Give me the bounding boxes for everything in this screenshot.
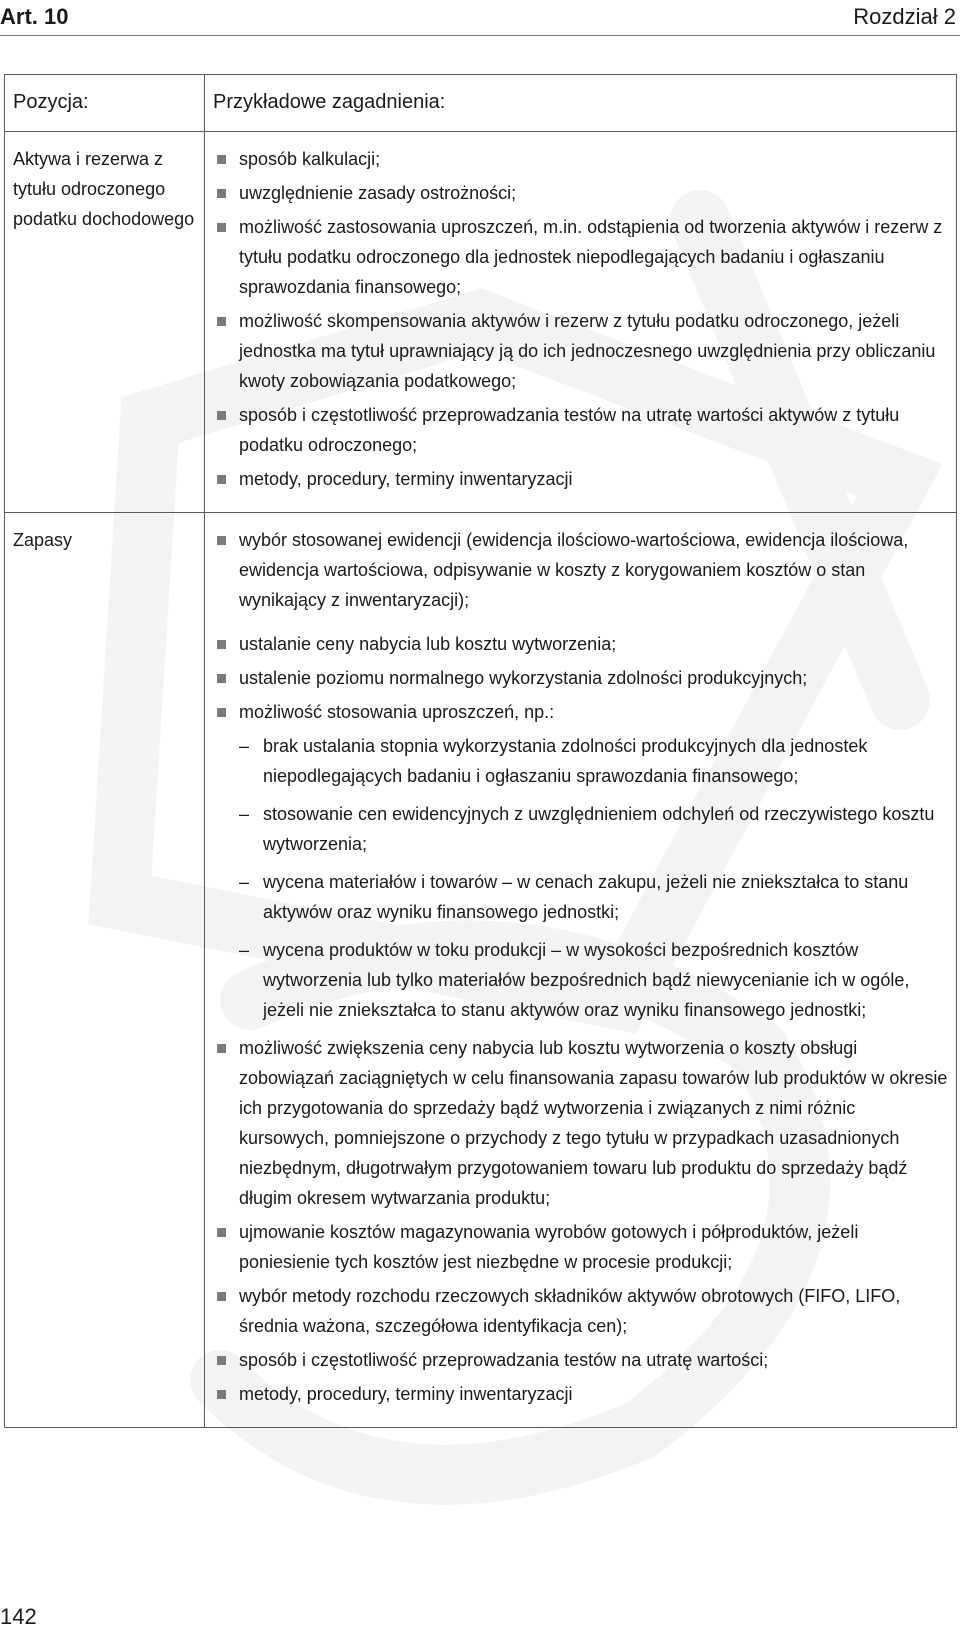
square-bullet-icon <box>217 475 226 484</box>
policy-table-wrap <box>4 74 957 1428</box>
list-item-text: ustalenie poziomu normalnego wykorzystania zdolności produkcyjnych; <box>239 668 808 688</box>
square-bullet-icon <box>217 708 226 717</box>
page-header <box>0 0 960 36</box>
bullet-list <box>213 525 948 1409</box>
list-item-text: możliwość zwiększenia ceny nabycia lub kosztu wytworzenia o koszty obsługi zobowiązań zaciągniętych w celu finansowania zapasu towarów lub produktów w okresie ich przygotowania do sprzedaży bądź wytworzenia i związanych z nimi różnic kursowych, pomniejszone o przychody z tego tytułu w przypadkach uzasadnionych niezbędnym, długotrwałym przygotowaniem towaru lub produktu do sprzedaży bądź długim okresem wytwarzania produktu; <box>239 1038 948 1208</box>
column-header-position: Pozycja: <box>5 75 205 132</box>
sub-list-item <box>239 935 948 1025</box>
list-item <box>213 1281 948 1341</box>
list-item-text: sposób kalkulacji; <box>239 149 381 169</box>
list-item <box>213 1379 948 1409</box>
column-header-issues: Przykładowe zagadnienia: <box>205 75 957 132</box>
dash-list <box>239 731 948 1025</box>
table-row <box>5 513 957 1428</box>
list-item-text: możliwość stosowania uproszczeń, np.: <box>239 702 555 722</box>
list-item-text: możliwość zastosowania uproszczeń, m.in. odstąpienia od tworzenia aktywów i rezerw z tytułu podatku odroczonego dla jednostek niepodlegających badaniu i ogłaszaniu sprawozdania finansowego; <box>239 217 943 297</box>
sub-list-item-text: stosowanie cen ewidencyjnych z uwzględnieniem odchyleń od rzeczywistego kosztu wytworzenia; <box>263 804 935 854</box>
square-bullet-icon <box>217 223 226 232</box>
dash-marker: – <box>239 736 250 756</box>
table-row <box>5 132 957 513</box>
square-bullet-icon <box>217 674 226 683</box>
sub-list-item-text: wycena produktów w toku produkcji – w wysokości bezpośrednich kosztów wytworzenia lub tylko materiałów bezpośrednich bądź niewycenianie ich w ogóle, jeżeli nie zniekształca to stanu aktywów oraz wyniku finansowego jednostki; <box>263 940 910 1020</box>
chapter-label: Rozdział 2 <box>853 4 956 29</box>
square-bullet-icon <box>217 1390 226 1399</box>
square-bullet-icon <box>217 189 226 198</box>
square-bullet-icon <box>217 155 226 164</box>
square-bullet-icon <box>217 1044 226 1053</box>
list-item-text: metody, procedury, terminy inwentaryzacji <box>239 1384 573 1404</box>
square-bullet-icon <box>217 411 226 420</box>
sub-list-item <box>239 731 948 791</box>
list-item-text: uwzględnienie zasady ostrożności; <box>239 183 517 203</box>
list-item <box>213 697 948 1025</box>
list-item <box>213 212 948 302</box>
list-item <box>213 400 948 460</box>
square-bullet-icon <box>217 536 226 545</box>
list-item <box>213 1033 948 1213</box>
list-item-text: możliwość skompensowania aktywów i rezerw z tytułu podatku odroczonego, jeżeli jednostka ma tytuł uprawniający ją do ich jednoczesnego uwzględnienia przy obliczaniu kwoty zobowiązania podatkowego; <box>239 311 936 391</box>
list-item <box>213 178 948 208</box>
dash-marker: – <box>239 940 250 960</box>
list-item <box>213 464 948 494</box>
square-bullet-icon <box>217 1356 226 1365</box>
sub-list-item <box>239 867 948 927</box>
sub-list-item-text: wycena materiałów i towarów – w cenach zakupu, jeżeli nie zniekształca to stanu aktywów oraz wyniku finansowego jednostki; <box>263 872 909 922</box>
sub-list-item <box>239 799 948 859</box>
article-label: Art. 10 <box>0 4 69 29</box>
list-item-text: ujmowanie kosztów magazynowania wyrobów gotowych i półproduktów, jeżeli poniesienie tych kosztów jest niezbędne w procesie produkcji; <box>239 1222 859 1272</box>
list-item <box>213 306 948 396</box>
dash-marker: – <box>239 872 250 892</box>
list-item <box>213 144 948 174</box>
square-bullet-icon <box>217 640 226 649</box>
policy-table <box>4 74 957 1428</box>
table-header-row <box>5 75 957 132</box>
list-item-text: sposób i częstotliwość przeprowadzania testów na utratę wartości; <box>239 1350 769 1370</box>
issues-cell <box>205 513 957 1428</box>
list-item <box>213 629 948 659</box>
square-bullet-icon <box>217 1292 226 1301</box>
position-cell: Zapasy <box>5 513 205 1428</box>
bullet-list <box>213 144 948 494</box>
page-number: 142 <box>0 1604 37 1629</box>
list-item <box>213 1217 948 1277</box>
list-item <box>213 525 948 615</box>
list-item-text: sposób i częstotliwość przeprowadzania testów na utratę wartości aktywów z tytułu podatku odroczonego; <box>239 405 900 455</box>
list-item-text: metody, procedury, terminy inwentaryzacji <box>239 469 573 489</box>
square-bullet-icon <box>217 317 226 326</box>
list-item-text: wybór stosowanej ewidencji (ewidencja ilościowo-wartościowa, ewidencja ilościowa, ewidencja wartościowa, odpisywanie w koszty z korygowaniem kosztów o stan wynikający z inwentaryzacji); <box>239 530 909 610</box>
list-item-text: wybór metody rozchodu rzeczowych składników aktywów obrotowych (FIFO, LIFO, średnia ważona, szczegółowa identyfikacja cen); <box>239 1286 901 1336</box>
position-cell: Aktywa i rezerwa z tytułu odroczonego podatku dochodowego <box>5 132 205 513</box>
square-bullet-icon <box>217 1228 226 1237</box>
list-item <box>213 1345 948 1375</box>
sub-list-item-text: brak ustalania stopnia wykorzystania zdolności produkcyjnych dla jednostek niepodlegających badaniu i ogłaszaniu sprawozdania finansowego; <box>263 736 868 786</box>
dash-marker: – <box>239 804 250 824</box>
issues-cell <box>205 132 957 513</box>
list-item-text: ustalanie ceny nabycia lub kosztu wytworzenia; <box>239 634 617 654</box>
list-item <box>213 663 948 693</box>
